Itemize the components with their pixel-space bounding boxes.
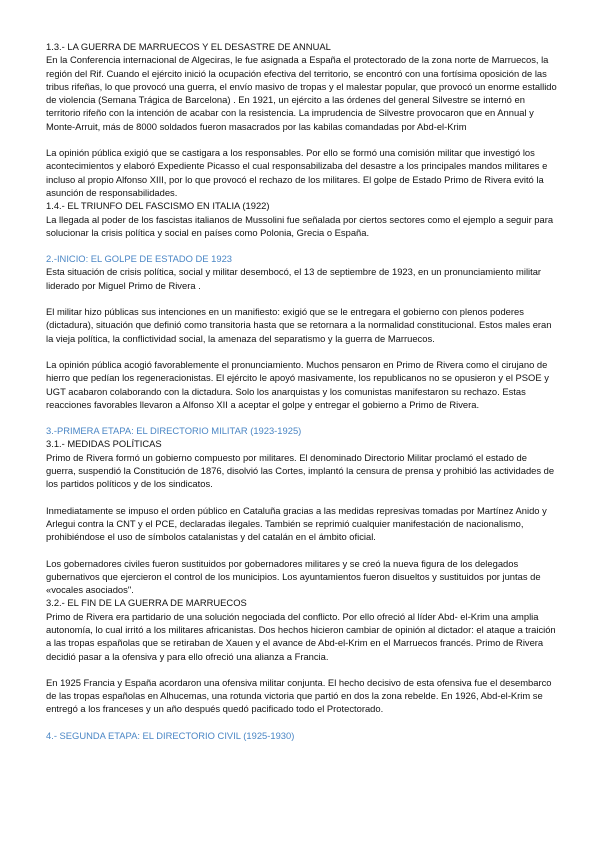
body-paragraph: La opinión pública acogió favorablemente el pronunciamiento. Muchos pensaron en Primo de Rivera como el cirujano de hierro que pedían los regeneracionistas. El ejército le apoyó masivamente, los republicanos no se opusieron y el PSOE y UGT acabaron colaborando con la dictadura. Solo los anarquistas y los comunistas manifestaron su rechazo. Estas reacciones favorables llevaron a Alfonso XII a aceptar el golpe y entregar el gobierno a Primo de Rivera. xyxy=(46,358,549,410)
subsection-heading: 1.4.- EL TRIUNFO DEL FASCISMO EN ITALIA (1922) xyxy=(46,200,270,212)
section-heading: 3.-PRIMERA ETAPA: EL DIRECTORIO MILITAR (1923-1925) xyxy=(46,425,302,437)
body-paragraph: La opinión pública exigió que se castigara a los responsables. Por ello se formó una comisión militar que investigó los acontecimientos y elaboró Expediente Picasso el cual responsabilizaba del desastre a los principales mandos militares e incluso al propio Alfonso XIII, por lo que provocó el rechazo de los militares. El golpe de Estado Primo de Rivera evitó la asunción de responsabilidades. xyxy=(46,147,548,198)
subsection-heading: 1.3.- LA GUERRA DE MARRUECOS Y EL DESASTRE DE ANNUAL xyxy=(46,41,331,52)
body-paragraph: La llegada al poder de los fascistas italianos de Mussolini fue señalada por ciertos sectores como el ejemplo a seguir para solucionar la crisis política y social en países como Polonia, Grecia o España. xyxy=(46,213,554,238)
body-paragraph: En la Conferencia internacional de Algeciras, le fue asignada a España el protectorado de la zona norte de Marruecos, la región del Rif. Cuando el ejército inició la ocupación efectiva del territorio, se encontró con una fortísima oposición de las tribus rifeñas, lo que provocó una guerra, el envío masivo de tropas y el malestar popular, que provocó un enorme estallido de violencia (Semana Trágica de Barcelona) . En 1921, un ejército a las órdenes del general Silvestre se internó en territorio rifeño con la intención de acabar con la resistencia. La imprudencia de Silvestre provocaron que en Annual y Monte-Arruit, más de 8000 soldados fueron masacrados por las kabilas comandadas por Abd-el-Krim xyxy=(46,54,557,132)
body-paragraph: Los gobernadores civiles fueron sustituidos por gobernadores militares y se creó la nueva figura de los delegados gubernativos que ejercieron el control de los municipios. Los ayuntamientos fueron disueltos y sustituidos por juntas de «vocales asociados". xyxy=(46,557,541,596)
paragraph-spacer xyxy=(46,292,558,305)
body-paragraph: Primo de Rivera formó un gobierno compuesto por militares. El denominado Directorio Militar proclamó el estado de guerra, suspendió la Constitución de 1876, disolvió las Cortes, implantó la censura de prensa y prohibió las actividades de los partidos políticos y de los sindicatos. xyxy=(46,451,555,490)
section-heading: 2.-INICIO: EL GOLPE DE ESTADO DE 1923 xyxy=(46,253,232,265)
paragraph-spacer xyxy=(46,133,558,146)
paragraph-spacer xyxy=(46,239,558,252)
subsection-heading: 3.1.- MEDIDAS POLÍTICAS xyxy=(46,438,162,450)
paragraph-spacer xyxy=(46,345,558,358)
body-paragraph: Inmediatamente se impuso el orden público en Cataluña gracias a las medidas represivas tomadas por Martínez Anido y Arlegui contra la CNT y el PCE, declaradas ilegales. También se reprimió cualquier manifestación de nacionalismo, prohibiéndose el uso de símbolos catalanistas y del catalán en el ámbito oficial. xyxy=(46,504,547,543)
section-heading: 4.- SEGUNDA ETAPA: EL DIRECTORIO CIVIL (1925-1930) xyxy=(46,729,295,741)
paragraph-spacer xyxy=(46,663,558,676)
body-paragraph: Primo de Rivera era partidario de una solución negociada del conflicto. Por ello ofreció al líder Abd- el-Krim una amplia autonomía, lo cual irritó a los militares africanistas. Dos hechos hicieron cambiar de opinión al dictador: el ataque a traición a las tropas españolas que se retiraban de Xauen y el avance de Abd-el-Krim en el Marruecos francés. Primo de Rivera decidió pasar a la ofensiva y para ello ofreció una alianza a Francia. xyxy=(46,610,556,662)
paragraph-spacer xyxy=(46,716,558,729)
paragraph-spacer xyxy=(46,491,558,504)
body-paragraph: Esta situación de crisis política, social y militar desembocó, el 13 de septiembre de 1923, en un pronunciamiento militar liderado por Miguel Primo de Rivera . xyxy=(46,266,542,291)
subsection-heading: 3.2.- EL FIN DE LA GUERRA DE MARRUECOS xyxy=(46,597,247,609)
body-paragraph: El militar hizo públicas sus intenciones en un manifiesto: exigió que se le entregara el gobierno con plenos poderes (dictadura), situación que definió como transitoria hasta que se retornara a la normalidad constitucional. Estos males eran la vieja política, la conflictividad social, la amenaza del separatismo y la guerra de Marruecos. xyxy=(46,306,552,344)
paragraph-spacer xyxy=(46,544,558,557)
document-page xyxy=(46,40,558,742)
body-paragraph: En 1925 Francia y España acordaron una ofensiva militar conjunta. El hecho decisivo de esta ofensiva fue el desembarco de las tropas españolas en Alhucemas, una rotunda victoria que partió en dos la zona rebelde. En 1926, Abd-el-Krim se entregó a los franceses y un año después quedó pacificado todo el Protectorado. xyxy=(46,676,552,715)
paragraph-spacer xyxy=(46,411,558,424)
